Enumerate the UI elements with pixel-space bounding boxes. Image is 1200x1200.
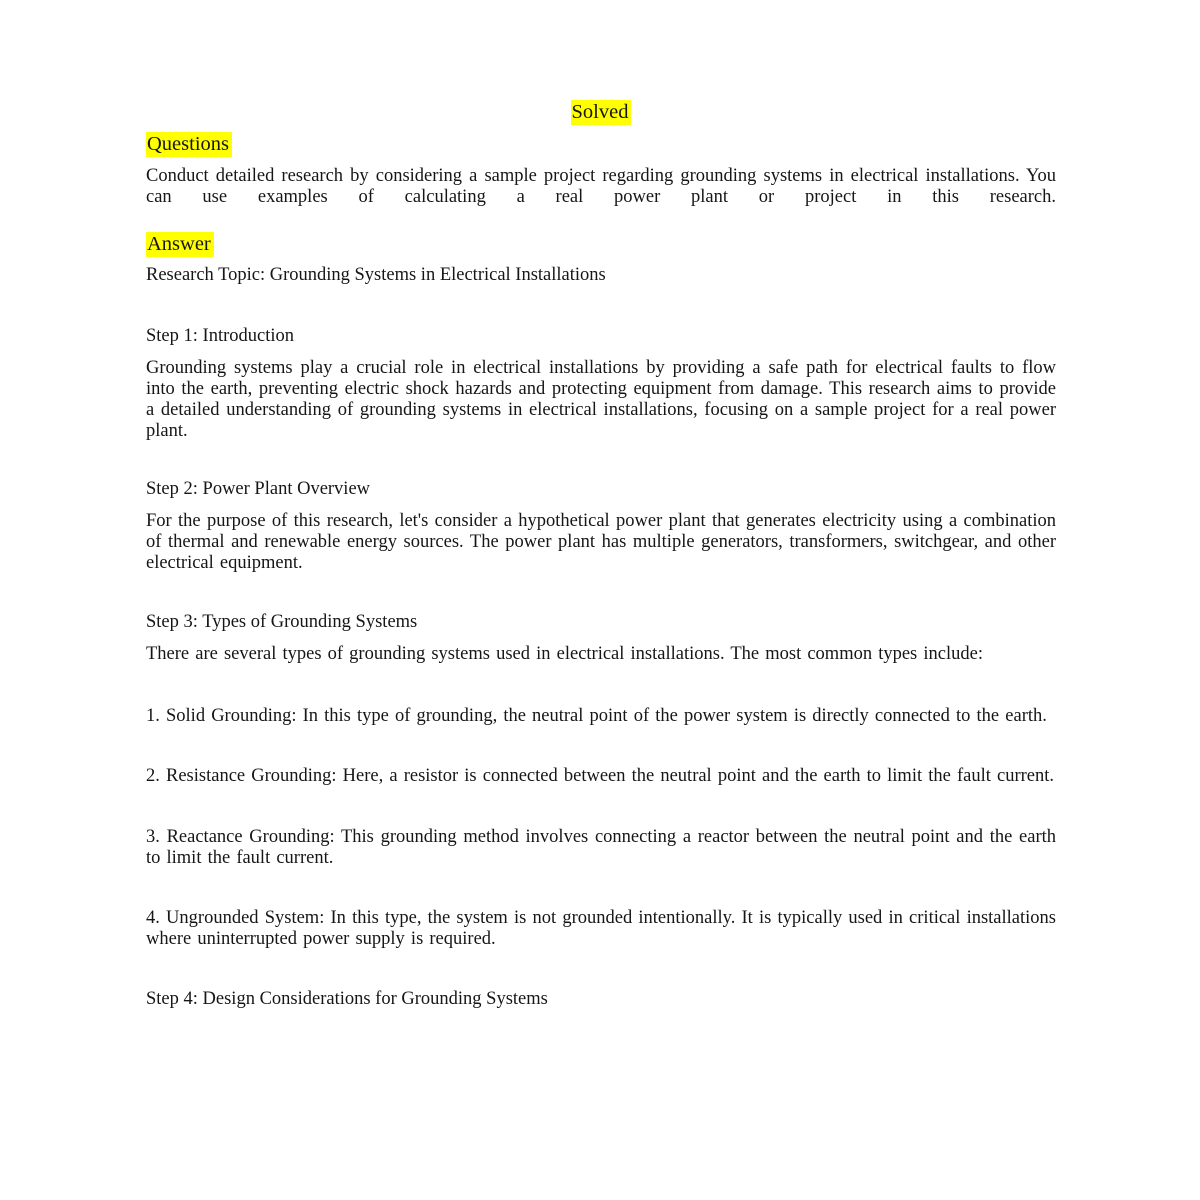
answer-heading: Answer [146,232,214,257]
doc-title-highlight: Solved [571,100,632,125]
grounding-type-item-1: 1. Solid Grounding: In this type of grounding, the neutral point of the power system is directly connected to the earth. [146,706,1047,726]
step-3-heading: Step 3: Types of Grounding Systems [146,612,418,632]
grounding-type-item-3: 3. Reactance Grounding: This grounding method involves connecting a reactor between the neutral point and the earth to limit the fault current. [146,827,1056,868]
step-4-heading: Step 4: Design Considerations for Grounding Systems [146,989,548,1009]
questions-heading: Questions [146,132,232,157]
questions-paragraph: Conduct detailed research by considering a sample project regarding grounding systems in electrical installations. You can use examples of calculating a real power plant or project in this research. [146,166,1056,207]
step-2-heading: Step 2: Power Plant Overview [146,479,371,499]
step-1-paragraph: Grounding systems play a crucial role in electrical installations by providing a safe path for electrical faults to flow into the earth, preventing electric shock hazards and protecting equipment from damage. This research aims to provide a detailed understanding of grounding systems in electrical installations, focusing on a sample project for a real power plant. [146,358,1056,441]
document-content [146,99,1056,1010]
grounding-type-item-4: 4. Ungrounded System: In this type, the system is not grounded intentionally. It is typically used in critical installations where uninterrupted power supply is required. [146,908,1056,949]
research-topic-line: Research Topic: Grounding Systems in Electrical Installations [146,265,606,285]
grounding-type-item-2: 2. Resistance Grounding: Here, a resistor is connected between the neutral point and the earth to limit the fault current. [146,766,1054,786]
step-2-paragraph: For the purpose of this research, let's consider a hypothetical power plant that generates electricity using a combination of thermal and renewable energy sources. The power plant has multiple generators, transformers, switchgear, and other electrical equipment. [146,511,1056,573]
doc-title-line [146,99,1056,125]
step-3-paragraph: There are several types of grounding systems used in electrical installations. The most common types include: [146,644,983,664]
questions-heading-line [146,131,1056,157]
answer-heading-line [146,231,1056,257]
step-1-heading: Step 1: Introduction [146,326,294,346]
